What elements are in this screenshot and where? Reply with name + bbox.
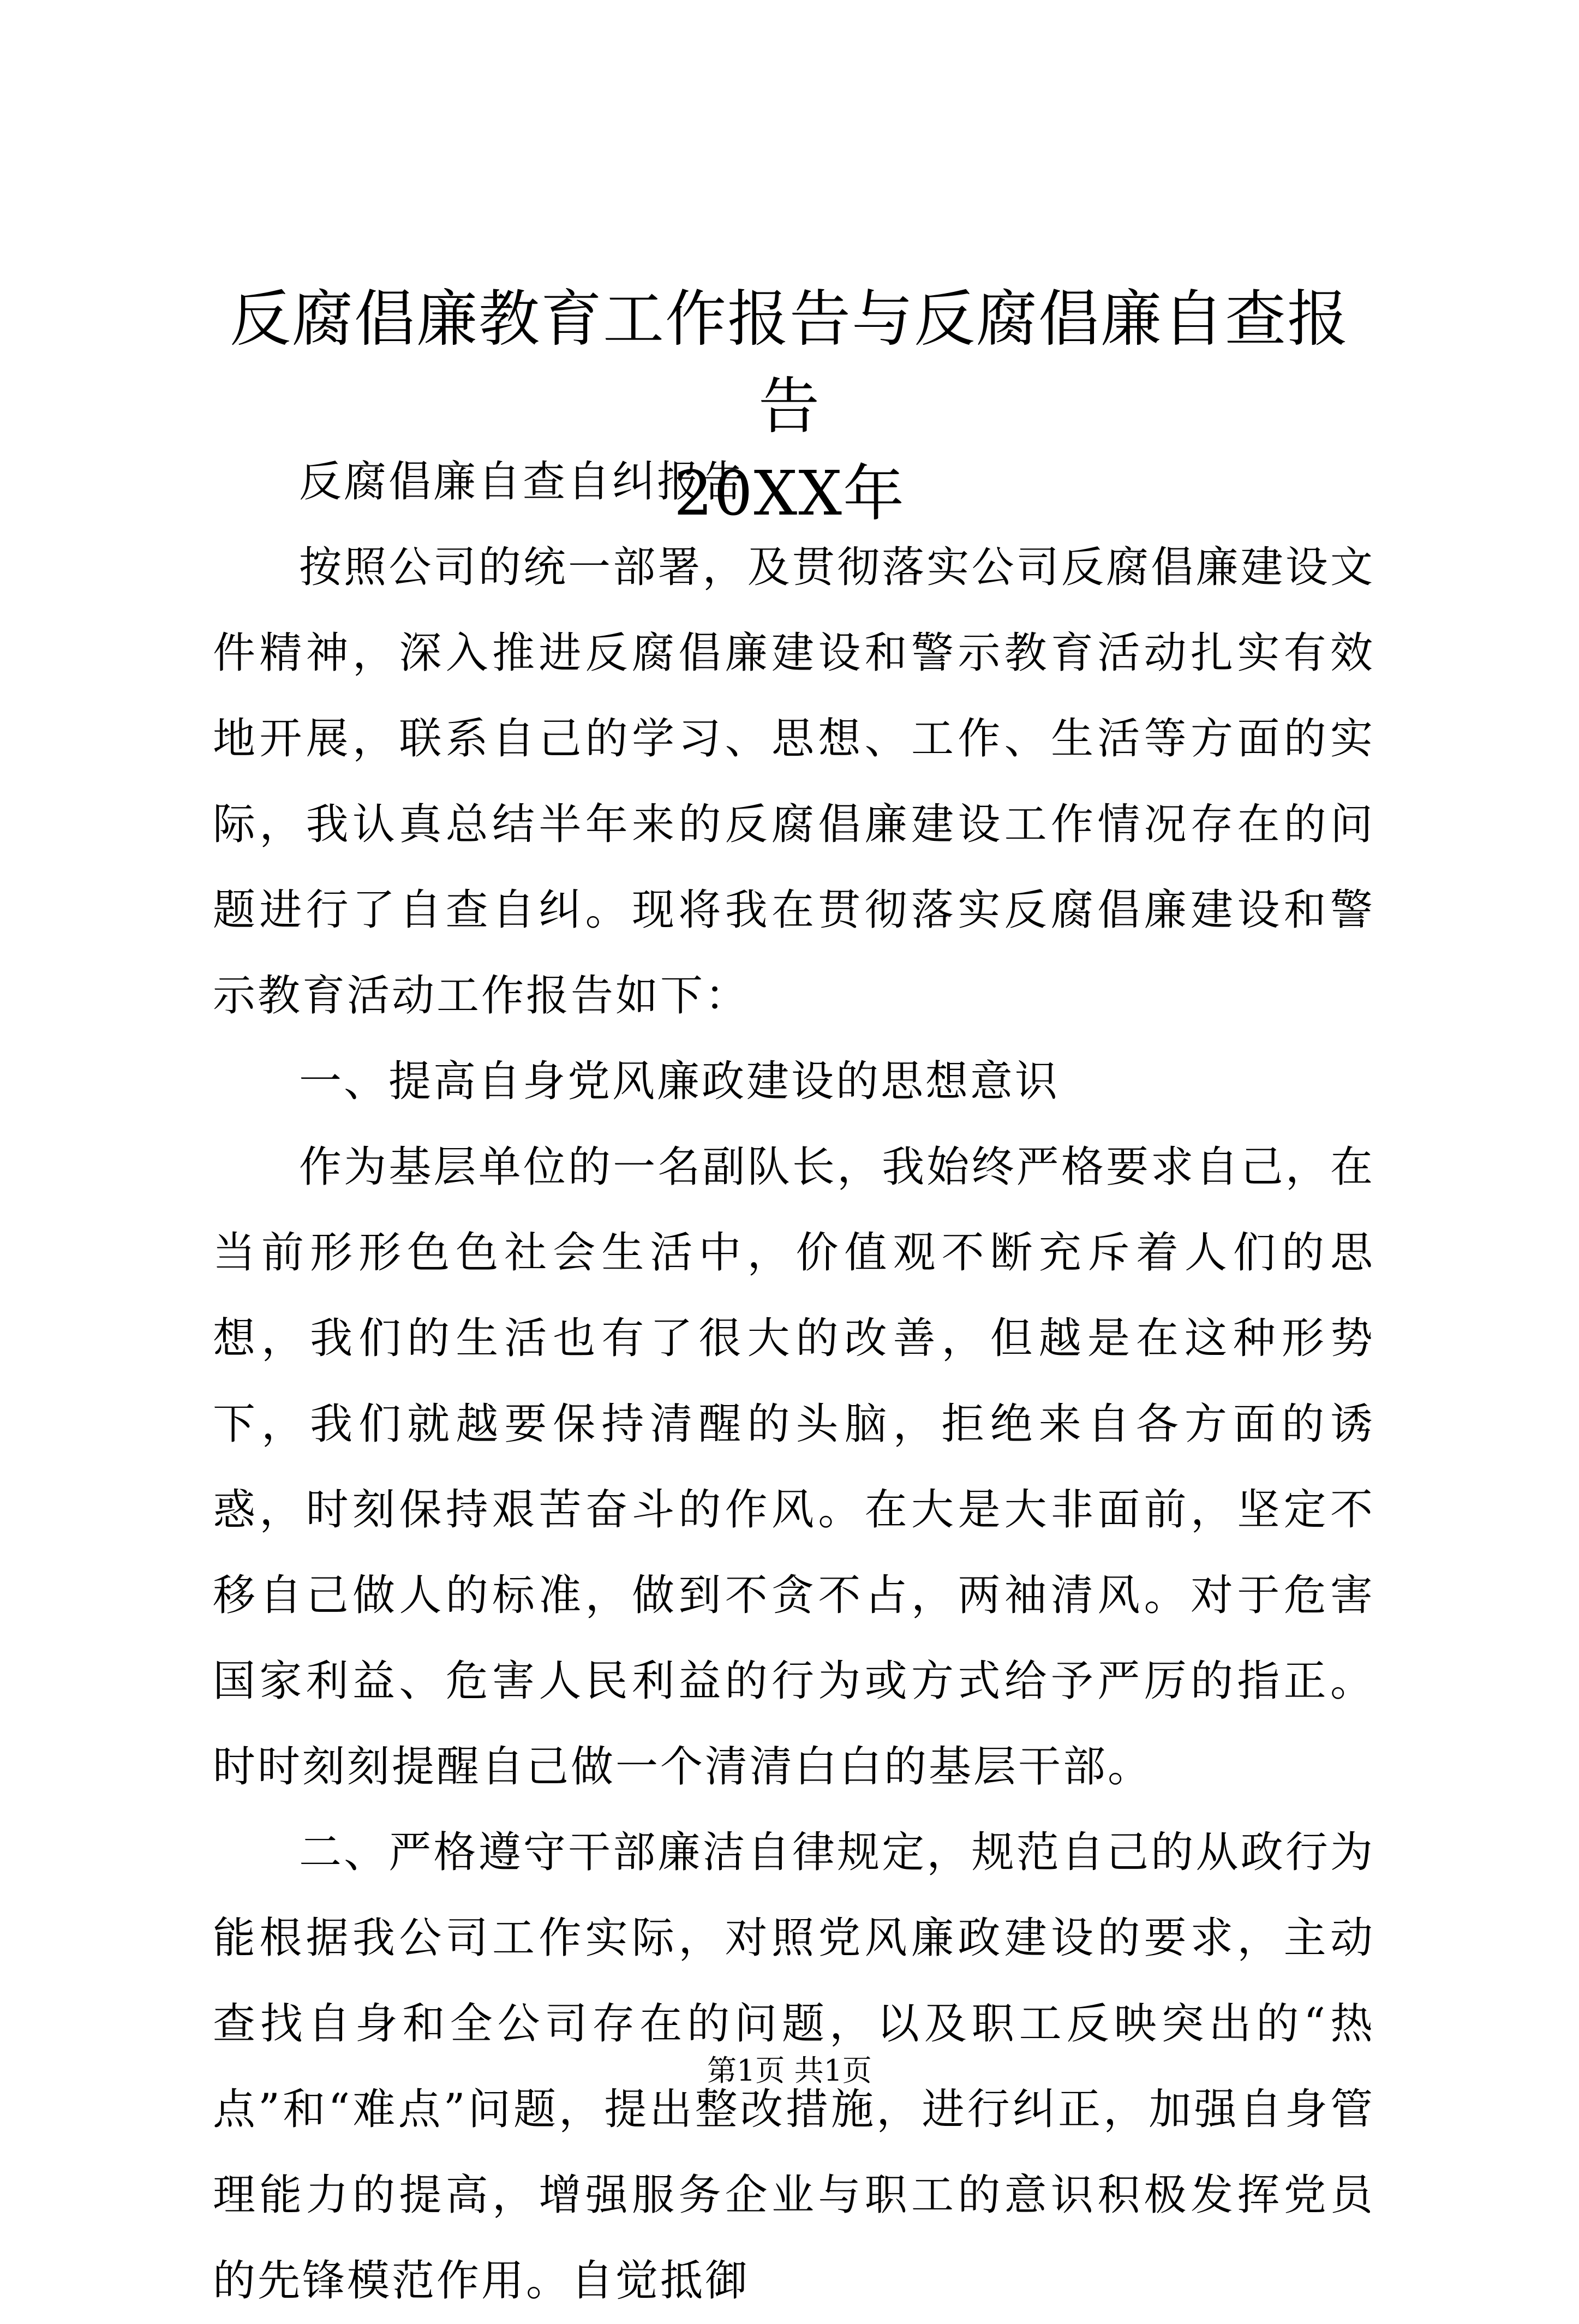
intro-paragraph: 按照公司的统一部署，及贯彻落实公司反腐倡廉建设文件精神，深入推进反腐倡廉建设和警示教育活动扎实有效地开展，联系自己的学习、思想、工作、生活等方面的实际，我认真总结半年来的反腐倡廉建设工作情况存在的问题进行了自查自纠。现将我在贯彻落实反腐倡廉建设和警示教育活动工作报告如下：	[213, 543, 1375, 1020]
page-footer: 第1页 共1页	[707, 2053, 872, 2088]
section-1-paragraph: 作为基层单位的一名副队长，我始终严格要求自己，在当前形形色色社会生活中，价值观不断充斥着人们的思想，我们的生活也有了很大的改善，但越是在这种形势下，我们就越要保持清醒的头脑，拒绝来自各方面的诱惑，时刻保持艰苦奋斗的作风。在大是大非面前，坚定不移自己做人的标准，做到不贪不占，两袖清风。对于危害国家利益、危害人民利益的行为或方式给予严厉的指正。时时刻刻提醒自己做一个清清白白的基层干部。	[213, 1143, 1375, 1791]
section-2-paragraph: 二、严格遵守干部廉洁自律规定，规范自己的从政行为能根据我公司工作实际，对照党风廉政建设的要求，主动查找自身和全公司存在的问题，以及职工反映突出的“热点”和“难点”问题，提出整改措施，进行纠正，加强自身管理能力的提高，增强服务企业与职工的意识积极发挥党员的先锋模范作用。自觉抵御	[213, 1828, 1375, 2305]
section-heading-1: 一、提高自身党风廉政建设的思想意识	[299, 1057, 1060, 1106]
document-body	[213, 439, 1375, 2324]
title-line-1: 反腐倡廉教育工作报告与反腐倡廉自查报告	[230, 284, 1349, 442]
title-line-2: 20XX年	[674, 458, 905, 529]
subtitle-paragraph: 反腐倡廉自查自纠报告	[299, 457, 747, 506]
